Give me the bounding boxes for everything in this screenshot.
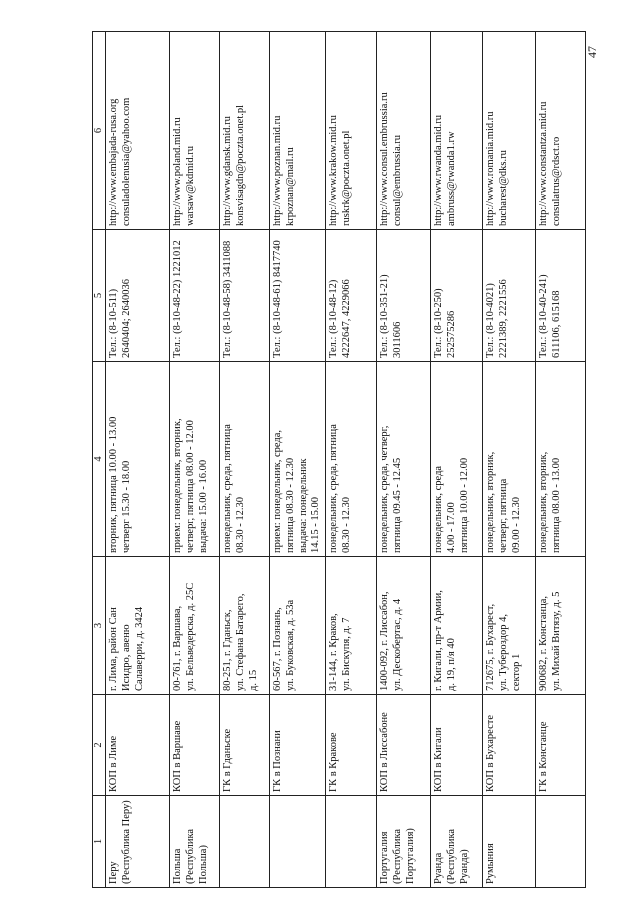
address-line: ул. Буковская, д. 53а — [284, 599, 296, 691]
address-line: Салаверри, д. 3424 — [133, 606, 145, 691]
table-row — [536, 32, 586, 888]
hours-line: пятница 09.45 - 12.45 — [391, 457, 403, 553]
country-cell — [431, 796, 483, 888]
address-cell — [170, 557, 220, 695]
address-cell — [483, 557, 536, 695]
country-line: Польша) — [197, 845, 209, 884]
address-cell — [106, 557, 170, 695]
email-link[interactable]: krpoznan@mail.ru — [284, 147, 296, 226]
country-line: (Республика — [184, 828, 196, 884]
column-number: 3 — [93, 557, 106, 695]
consulates-table — [92, 31, 586, 888]
address-line: ул. Дескобертас, д. 4 — [391, 598, 403, 691]
email-link[interactable]: ruskrk@poczta.onet.pl — [340, 130, 352, 226]
address-cell — [431, 557, 483, 695]
address-line: 1400-092, г. Лиссабон, — [379, 591, 391, 691]
office-cell — [431, 695, 483, 796]
country-cell — [326, 796, 377, 888]
office-cell — [483, 695, 536, 796]
website-link[interactable]: http://www.embajada-rusa.org — [108, 98, 119, 226]
office-cell — [270, 695, 326, 796]
phone-cell — [377, 230, 431, 362]
country-cell — [377, 796, 431, 888]
column-number: 4 — [93, 362, 106, 557]
office-cell — [220, 695, 270, 796]
column-number: 6 — [93, 32, 106, 230]
column-number: 5 — [93, 230, 106, 362]
country-line: Перу — [108, 861, 119, 884]
country-cell — [483, 796, 536, 888]
email-link[interactable]: warsaw@kdmid.ru — [184, 146, 196, 226]
hours-line: 08.30 - 12.30 — [234, 497, 246, 553]
hours-line: выдача: понедельник — [297, 458, 309, 553]
hours-cell — [270, 362, 326, 557]
country-line: (Республика — [445, 828, 457, 884]
phone-line: Тел.: (8-10-351-21) — [379, 274, 391, 358]
phone-line: Тел.: (8-10-48-61) 8417740 — [272, 240, 283, 358]
country-cell — [270, 796, 326, 888]
country-line: (Республика Перу) — [120, 800, 132, 884]
phone-line: 611106, 615168 — [550, 290, 562, 358]
hours-line: прием: понедельник, вторник, — [172, 418, 183, 553]
web-cell — [170, 32, 220, 230]
email-link[interactable]: consulatrus@rdsct.ro — [550, 136, 562, 226]
phone-line: 4222647, 4229066 — [340, 279, 352, 358]
email-link[interactable]: bucharest@dks.ru — [497, 150, 509, 226]
office-cell — [536, 695, 586, 796]
hours-line: выдача: 15.00 - 16.00 — [197, 459, 209, 553]
email-link[interactable]: consuladolenusia@yahoo.com — [120, 97, 132, 226]
hours-line: пятница 08.30 - 12.30 — [284, 457, 296, 553]
address-line: 60-567, г. Познань, — [272, 607, 283, 691]
office-line: ГК в Познани — [272, 730, 283, 792]
website-link[interactable]: http://www.poland.mid.ru — [172, 117, 183, 226]
hours-line: 4.00 - 17.00 — [445, 502, 457, 553]
hours-cell — [170, 362, 220, 557]
phone-line: 2640404; 2640036 — [120, 278, 132, 358]
address-line: ул. Тубероздор 4, — [497, 614, 509, 691]
phone-cell — [536, 230, 586, 362]
hours-line: 14.15 - 15.00 — [310, 497, 322, 553]
address-line: 00-761, г. Варшава, — [172, 605, 183, 691]
hours-line: вторник, пятница 10.00 - 13.00 — [108, 416, 119, 553]
web-cell — [326, 32, 377, 230]
table-row — [220, 32, 270, 888]
table-row — [106, 32, 170, 888]
address-line: 712675, г. Бухарест, — [485, 603, 497, 691]
country-line: Руанда — [433, 852, 445, 884]
hours-line: пятница 10.00 - 12.00 — [458, 457, 470, 553]
hours-line: 08.30 - 12.30 — [340, 497, 352, 553]
website-link[interactable]: http://www.constantza.mid.ru — [538, 101, 550, 226]
web-cell — [106, 32, 170, 230]
address-line: Исидро, авеню — [120, 624, 132, 691]
web-cell — [377, 32, 431, 230]
country-line: Румыния — [485, 843, 497, 884]
website-link[interactable]: http://www.krakow.mid.ru — [328, 115, 340, 226]
phone-cell — [270, 230, 326, 362]
hours-cell — [377, 362, 431, 557]
hours-cell — [106, 362, 170, 557]
address-line: г. Лима, район Сан — [108, 607, 119, 691]
phone-cell — [326, 230, 377, 362]
hours-line: понедельник, среда, четверг, — [379, 425, 391, 553]
phone-cell — [483, 230, 536, 362]
web-cell — [220, 32, 270, 230]
email-link[interactable]: consul@embrussia.ru — [391, 134, 403, 226]
office-cell — [170, 695, 220, 796]
address-line: ул. Бельведерска, д. 25С — [184, 582, 196, 691]
website-link[interactable]: http://www.romania.mid.ru — [485, 111, 497, 226]
address-line: д. 15 — [247, 669, 259, 691]
phone-cell — [220, 230, 270, 362]
table-row — [431, 32, 483, 888]
address-line: 31-144, г. Краков, — [328, 613, 340, 691]
phone-line: Тел.: (8-10-48-12) — [328, 279, 340, 358]
office-line: КОП в Лиме — [108, 735, 119, 792]
table-row — [483, 32, 536, 888]
phone-line: Тел.: (8-10-511) — [108, 288, 119, 358]
country-line: Португалия) — [404, 828, 416, 884]
web-cell — [270, 32, 326, 230]
website-link[interactable]: http://www.rwanda.mid.ru — [433, 114, 445, 226]
table-row — [326, 32, 377, 888]
phone-cell — [170, 230, 220, 362]
office-cell — [377, 695, 431, 796]
hours-line: понедельник, вторник, — [485, 451, 497, 553]
address-line: 80-251, г. Гданьск, — [222, 609, 233, 691]
address-line: сектор 1 — [510, 653, 522, 691]
address-cell — [536, 557, 586, 695]
phone-line: 3011606 — [391, 321, 403, 358]
office-cell — [106, 695, 170, 796]
office-line: ГК в Кракове — [328, 732, 340, 792]
table-row — [170, 32, 220, 888]
address-line: ул. Бискупя, д. 7 — [340, 617, 352, 691]
hours-line: 09.00 - 12.30 — [510, 497, 522, 553]
hours-line: понедельник, вторник, — [538, 451, 550, 553]
office-line: ГК в Гданьске — [222, 728, 233, 792]
phone-line: Тел.: (8-10-48-22) 1221012 — [172, 240, 183, 358]
address-line: 900682, г. Констанца, — [538, 595, 550, 691]
phone-line: 2221389, 2221556 — [497, 279, 509, 358]
phone-line: 252575286 — [445, 310, 457, 358]
country-cell — [220, 796, 270, 888]
hours-cell — [431, 362, 483, 557]
table-row — [377, 32, 431, 888]
address-cell — [377, 557, 431, 695]
country-line: Руанда) — [458, 849, 470, 884]
office-cell — [326, 695, 377, 796]
country-line: (Республика — [391, 828, 403, 884]
country-cell — [170, 796, 220, 888]
column-number: 2 — [93, 695, 106, 796]
phone-line: Тел.: (8-10-4021) — [485, 283, 497, 358]
email-link[interactable]: ambruss@rwanda1.rw — [445, 131, 457, 226]
address-line: д. 19, п/я 40 — [445, 638, 457, 691]
phone-cell — [106, 230, 170, 362]
website-link[interactable]: http://www.gdansk.mid.ru — [222, 116, 233, 226]
hours-cell — [326, 362, 377, 557]
office-line: КОП в Бухаресте — [485, 715, 497, 792]
address-line: ул. Стефана Батарего, — [234, 593, 246, 691]
country-cell — [536, 796, 586, 888]
phone-cell — [431, 230, 483, 362]
address-line: г. Кигали, пр-т Армии, — [433, 590, 445, 691]
phone-line: Тел.: (8-10-48-58) 3411088 — [222, 240, 233, 358]
email-link[interactable]: konsvisagdn@poczta.onet.pl — [234, 104, 246, 226]
hours-line: прием: понедельник, среда, — [272, 429, 283, 553]
hours-line: четверг 15.30 - 18.00 — [120, 460, 132, 553]
hours-line: понедельник, среда — [433, 465, 445, 553]
website-link[interactable]: http://www.consul.embrussia.ru — [379, 92, 391, 226]
country-line: Польша — [172, 848, 183, 884]
column-number-row — [93, 32, 106, 888]
web-cell — [431, 32, 483, 230]
website-link[interactable]: http://www.poznan.mid.ru — [272, 115, 283, 226]
address-cell — [220, 557, 270, 695]
column-number: 1 — [93, 796, 106, 888]
address-cell — [270, 557, 326, 695]
hours-cell — [536, 362, 586, 557]
rotated-page-content — [92, 62, 612, 888]
office-line: КОП в Кигали — [433, 727, 445, 792]
hours-cell — [220, 362, 270, 557]
country-cell — [106, 796, 170, 888]
hours-line: понедельник, среда, пятница — [328, 424, 340, 553]
address-line: ул. Михай Витязу, д. 5 — [550, 591, 562, 691]
office-line: КОП в Варшаве — [172, 720, 183, 792]
hours-line: понедельник, среда, пятница — [222, 424, 233, 553]
address-cell — [326, 557, 377, 695]
hours-line: четверг, пятница 08.00 - 12.00 — [184, 420, 196, 553]
web-cell — [536, 32, 586, 230]
hours-cell — [483, 362, 536, 557]
office-line: ГК в Констанце — [538, 721, 550, 792]
web-cell — [483, 32, 536, 230]
office-line: КОП в Лиссабоне — [379, 712, 391, 792]
page-number: 47 — [585, 46, 599, 58]
hours-line: четверг, пятница — [497, 478, 509, 553]
hours-line: пятница 08.00 - 13.00 — [550, 457, 562, 553]
country-line: Португалия — [379, 831, 391, 884]
phone-line: Тел.: (8-10-250) — [433, 288, 445, 358]
phone-line: Тел.: (8-10-40-241) — [538, 274, 550, 358]
table-row — [270, 32, 326, 888]
